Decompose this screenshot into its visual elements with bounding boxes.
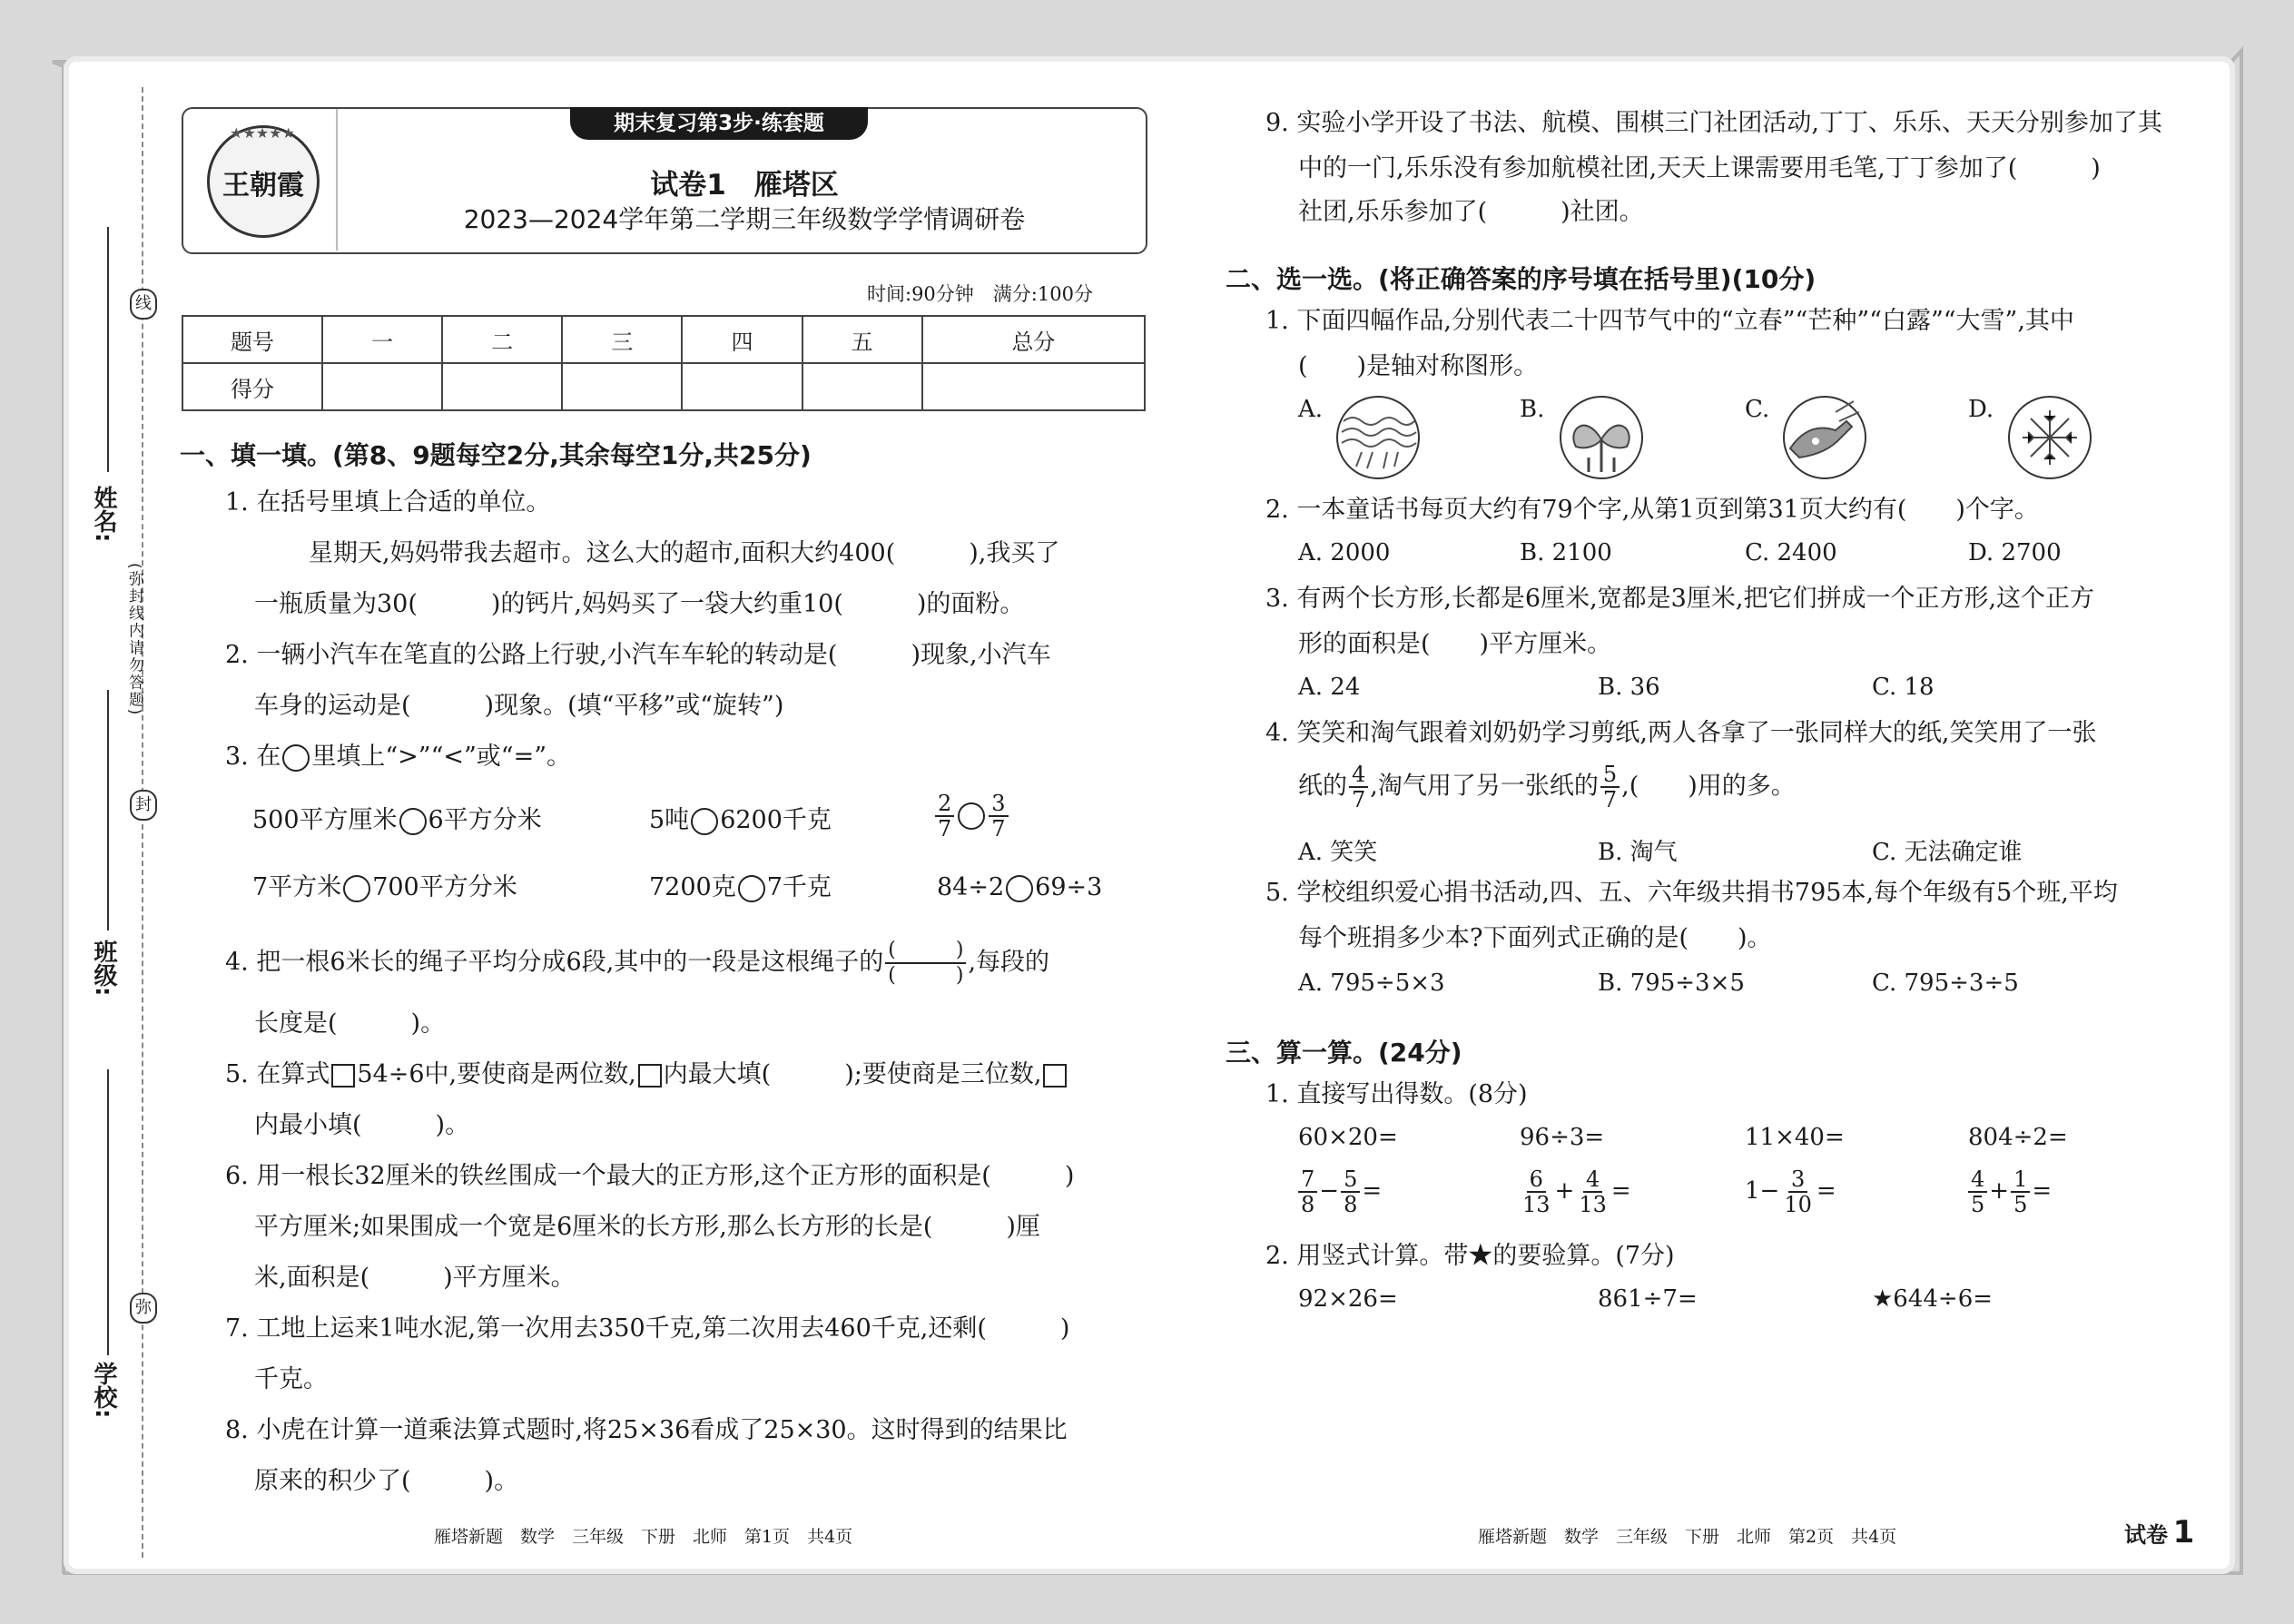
s2q5-option-c[interactable]: C. 795÷3÷5 [1872, 969, 2019, 997]
s2q1-option-a[interactable]: A. [1298, 396, 1324, 423]
binding-tag-line: 线 [130, 289, 157, 320]
s2q3-line-1: 3. 有两个长方形,长都是6厘米,宽都是3厘米,把它们拼成一个正方形,这个正方 [1265, 585, 2095, 613]
score-cell[interactable] [682, 363, 802, 410]
s2q3-line-2: 形的面积是( )平方厘米。 [1298, 630, 1612, 658]
q5-line-1 [225, 1058, 1068, 1091]
exam-subtitle: 2023—2024学年第二学期三年级数学学情调研卷 [463, 204, 1026, 234]
denominator-blank: ( ) [888, 964, 964, 987]
score-cell[interactable] [442, 363, 562, 410]
numerator: 7 [1298, 1167, 1317, 1193]
s2q4-line-2 [1298, 763, 1796, 812]
q2-line-2: 车身的运动是( )现象。(填“平移”或“旋转”) [254, 692, 784, 720]
score-header-cell: 题号 [182, 316, 322, 363]
answer-circle[interactable] [738, 875, 765, 902]
banner-text: 期末复习第3步·练套题 [614, 112, 824, 135]
q3-item [937, 871, 1102, 904]
section-2-title: 二、选一选。(将正确答案的序号填在括号里)(10分) [1226, 264, 1816, 294]
q6-line-2: 平方厘米;如果围成一个宽是6厘米的长方形,那么长方形的长是( )厘 [254, 1213, 1040, 1241]
s2q5-option-b[interactable]: B. 795÷3×5 [1598, 969, 1745, 997]
s3q1-title: 1. 直接写出得数。(8分) [1265, 1080, 1528, 1108]
blank-square-icon [638, 1064, 662, 1088]
binding-note: (弥封线内请勿答题) [125, 563, 143, 717]
q3-item-left: 7平方米 [252, 873, 342, 901]
q3-item-right: 69÷3 [1035, 873, 1103, 901]
s2q1-option-d[interactable]: D. [1968, 396, 1994, 423]
s2q3-option-c[interactable]: C. 18 [1872, 674, 1935, 701]
fraction [935, 792, 954, 841]
q3-title-start: 3. 在 [225, 743, 281, 771]
s2q4-text-b: ,淘气用了另一张纸的 [1370, 772, 1599, 801]
vertical-calc-item: ★644÷6= [1872, 1285, 1994, 1313]
s2q5-line-2: 每个班捐多少本?下面列式正确的是( )。 [1298, 924, 1772, 952]
q3-item-right: 6平方分米 [428, 806, 542, 834]
q3-title [225, 741, 571, 773]
q3-item-left: 7200克 [649, 873, 736, 901]
s2q4-line-1: 4. 笑笑和淘气跟着刘奶奶学习剪纸,两人各拿了一张同样大的纸,笑笑用了一张 [1265, 719, 2097, 747]
score-cell[interactable] [922, 363, 1145, 410]
calc-item: 804÷2= [1968, 1124, 2068, 1151]
answer-circle[interactable] [399, 808, 427, 835]
q3-title-end: 里填上“>”“<”或“=”。 [311, 743, 572, 771]
denominator: 13 [1579, 1192, 1607, 1217]
left-footer: 雁塔新题 数学 三年级 下册 北师 第1页 共4页 [434, 1527, 853, 1547]
equals: = [1610, 1177, 1631, 1205]
score-header-cell: 四 [682, 316, 802, 363]
time-info: 时间:90分钟 满分:100分 [867, 283, 1093, 305]
score-table [182, 315, 1146, 411]
score-cell[interactable] [802, 363, 922, 410]
s2q4-text-c: ,( )用的多。 [1621, 772, 1796, 801]
denominator: 8 [1301, 1192, 1315, 1217]
fraction [1341, 1167, 1360, 1216]
answer-circle[interactable] [691, 808, 718, 835]
s2q4-text-a: 纸的 [1298, 772, 1347, 801]
section-1-title: 一、填一填。(第8、9题每空2分,其余每空1分,共25分) [180, 440, 812, 470]
numerator: 5 [1341, 1167, 1360, 1193]
calc-fraction-item [1296, 1167, 1382, 1216]
q9-line-1: 9. 实验小学开设了书法、航模、围棋三门社团活动,丁丁、乐乐、天天分别参加了其 [1265, 109, 2162, 137]
answer-circle[interactable] [958, 802, 985, 830]
page-tag-label: 试卷 [2124, 1522, 2168, 1548]
numerator: 4 [1349, 763, 1368, 788]
q5-line-2: 内最小填( )。 [254, 1111, 470, 1139]
calc-item: 11×40= [1745, 1124, 1845, 1151]
q3-item-right: 7千克 [766, 873, 832, 901]
daxue-papercut-icon [2006, 394, 2093, 481]
denominator: 7 [991, 816, 1006, 842]
calc-fraction-item [1966, 1167, 2052, 1216]
answer-circle[interactable] [343, 875, 370, 902]
vertical-calc-item: 92×26= [1298, 1285, 1398, 1313]
q6-line-3: 米,面积是( )平方厘米。 [254, 1264, 576, 1292]
numerator: 2 [935, 792, 954, 817]
q3-item-fraction [933, 792, 1010, 841]
right-footer: 雁塔新题 数学 三年级 下册 北师 第2页 共4页 [1478, 1527, 1897, 1547]
score-header-cell: 一 [322, 316, 442, 363]
score-table-score-row [182, 363, 1145, 410]
name-field[interactable] [107, 227, 109, 472]
s2q2-option-a[interactable]: A. 2000 [1298, 539, 1391, 566]
vertical-calc-item: 861÷7= [1598, 1285, 1698, 1313]
q9-line-2: 中的一门,乐乐没有参加航模社团,天天上课需要用毛笔,丁丁参加了( ) [1298, 154, 2101, 182]
fraction [1968, 1167, 1987, 1216]
operator: − [1319, 1177, 1340, 1205]
numerator: 3 [1788, 1167, 1807, 1193]
s2q4-option-a[interactable]: A. 笑笑 [1298, 839, 1378, 866]
numerator: 4 [1968, 1167, 1987, 1193]
s2q2-line: 2. 一本童话书每页大约有79个字,从第1页到第31页大约有( )个字。 [1265, 496, 2039, 524]
numerator: 6 [1527, 1167, 1546, 1193]
q7-line-2: 千克。 [254, 1365, 328, 1393]
s2q1-option-b[interactable]: B. [1520, 396, 1545, 423]
q3-item [252, 804, 542, 837]
prefix: 1− [1745, 1177, 1780, 1205]
fraction [1600, 763, 1620, 812]
banner-tab [570, 107, 868, 140]
q5-text-a: 5. 在算式 [225, 1060, 330, 1088]
fraction-blank[interactable] [885, 939, 966, 988]
fraction [1520, 1167, 1553, 1216]
fraction [989, 792, 1008, 841]
q7-line-1: 7. 工地上运来1吨水泥,第一次用去350千克,第二次用去460千克,还剩( ) [225, 1314, 1070, 1343]
equals: = [2032, 1177, 2053, 1205]
denominator: 13 [1522, 1192, 1551, 1217]
numerator: 4 [1583, 1167, 1602, 1193]
calc-fraction-item [1745, 1167, 1836, 1216]
s2q5-option-a[interactable]: A. 795÷5×3 [1298, 969, 1445, 997]
denominator: 5 [1971, 1192, 1985, 1217]
page-tag-number: 1 [2172, 1514, 2195, 1550]
school-field[interactable] [107, 1069, 109, 1355]
denominator: 8 [1344, 1192, 1358, 1217]
score-cell[interactable] [562, 363, 682, 410]
fraction [2011, 1167, 2030, 1216]
score-row-label: 得分 [182, 363, 322, 410]
school-label: 学校: [90, 1362, 117, 1419]
fraction [1781, 1167, 1815, 1216]
blank-square-icon [1043, 1064, 1067, 1088]
score-header-cell: 五 [802, 316, 922, 363]
q3-item-right: 6200千克 [720, 806, 832, 834]
denominator: 7 [1602, 787, 1618, 812]
exam-title: 试卷1 雁塔区 [650, 169, 839, 202]
binding-tag-seal: 封 [130, 790, 157, 821]
logo-text: 王朝霞 [222, 170, 304, 202]
q3-item [649, 804, 832, 837]
calc-item: 96÷3= [1520, 1124, 1605, 1151]
s2q2-option-c[interactable]: C. 2400 [1745, 539, 1837, 566]
binding-tag-close: 弥 [130, 1293, 157, 1324]
q1-line-3: 一瓶质量为30( )的钙片,妈妈买了一袋大约重10( )的面粉。 [254, 590, 1025, 618]
bailu-papercut-icon [1781, 394, 1868, 481]
denominator: 5 [2013, 1192, 2028, 1217]
fraction [1349, 763, 1368, 812]
q6-line-1: 6. 用一根长32厘米的铁丝围成一个最大的正方形,这个正方形的面积是( ) [225, 1162, 1075, 1190]
calc-fraction-item [1518, 1167, 1631, 1216]
q2-line-1: 2. 一辆小汽车在笔直的公路上行驶,小汽车车轮的转动是( )现象,小汽车 [225, 641, 1051, 669]
section-3-title: 三、算一算。(24分) [1226, 1038, 1462, 1068]
q1-line-2: 星期天,妈妈带我去超市。这么大的超市,面积大约400( ),我买了 [309, 539, 1060, 567]
q3-item-left: 500平方厘米 [252, 806, 398, 834]
blank-square-icon [331, 1064, 355, 1088]
s2q1-option-c[interactable]: C. [1745, 396, 1770, 423]
fraction [1298, 1167, 1317, 1216]
s2q2-option-d[interactable]: D. 2700 [1968, 539, 2062, 566]
equals: = [1816, 1177, 1836, 1205]
q4-text-b: ,每段的 [968, 948, 1050, 977]
score-header-cell: 三 [562, 316, 682, 363]
denominator: 7 [1352, 787, 1366, 812]
score-table-header-row [182, 316, 1145, 363]
equals: = [1362, 1177, 1383, 1205]
q3-item-right: 700平方分米 [372, 873, 517, 901]
brand-logo [207, 125, 320, 238]
class-field[interactable] [107, 690, 109, 930]
denominator: 7 [938, 816, 952, 842]
fraction [1576, 1167, 1610, 1216]
numerator-blank: ( ) [885, 939, 966, 964]
q4-text-a: 4. 把一根6米长的绳子平均分成6段,其中的一段是这根绳子的 [225, 948, 884, 977]
header-divider [336, 109, 338, 251]
s2q3-option-a[interactable]: A. 24 [1298, 674, 1361, 701]
operator: + [1989, 1177, 2010, 1205]
s2q3-option-b[interactable]: B. 36 [1598, 674, 1660, 701]
q4-line-2: 长度是( )。 [254, 1009, 446, 1038]
lichun-papercut-icon [1334, 394, 1422, 481]
q3-item [252, 871, 517, 904]
mangzhong-papercut-icon [1558, 394, 1645, 481]
q9-line-3: 社团,乐乐参加了( )社团。 [1298, 198, 1644, 226]
s2q1-line-1: 1. 下面四幅作品,分别代表二十四节气中的“立春”“芒种”“白露”“大雪”,其中 [1265, 307, 2074, 335]
s2q5-line-1: 5. 学校组织爱心捐书活动,四、五、六年级共捐书795本,每个年级有5个班,平均 [1265, 879, 2118, 907]
score-header-cell: 总分 [922, 316, 1145, 363]
numerator: 1 [2011, 1167, 2030, 1193]
q5-text-b: 54÷6中,要使商是两位数, [357, 1060, 636, 1088]
numerator: 3 [989, 792, 1008, 817]
operator: + [1554, 1177, 1575, 1205]
q5-text-c: 内最大填( );要使商是三位数, [663, 1060, 1042, 1088]
q3-item-left: 84÷2 [937, 873, 1005, 901]
s2q4-option-c[interactable]: C. 无法确定谁 [1872, 839, 2023, 866]
s3q2-title: 2. 用竖式计算。带★的要验算。(7分) [1265, 1242, 1675, 1270]
q1-line-1: 1. 在括号里填上合适的单位。 [225, 488, 551, 517]
s2q4-option-b[interactable]: B. 淘气 [1598, 839, 1678, 866]
numerator: 5 [1600, 763, 1620, 788]
q3-item-left: 5吨 [649, 806, 690, 834]
q4-line-1 [225, 939, 1049, 988]
name-label: 姓名: [90, 486, 117, 543]
calc-item: 60×20= [1298, 1124, 1398, 1151]
denominator: 10 [1784, 1192, 1812, 1217]
score-header-cell: 二 [442, 316, 562, 363]
answer-circle[interactable] [1006, 875, 1033, 902]
s2q1-line-2: ( )是轴对称图形。 [1298, 352, 1539, 380]
page-tag [2124, 1514, 2194, 1550]
s2q2-option-b[interactable]: B. 2100 [1520, 539, 1612, 566]
compare-circle-icon [282, 744, 310, 772]
q8-line-2: 原来的积少了( )。 [254, 1467, 519, 1495]
class-label: 班级: [90, 940, 117, 997]
logo-star-row: ★★★★★ [230, 124, 295, 142]
q8-line-1: 8. 小虎在计算一道乘法算式题时,将25×36看成了25×30。这时得到的结果比 [225, 1416, 1068, 1444]
score-cell[interactable] [322, 363, 442, 410]
q3-item [649, 871, 832, 904]
